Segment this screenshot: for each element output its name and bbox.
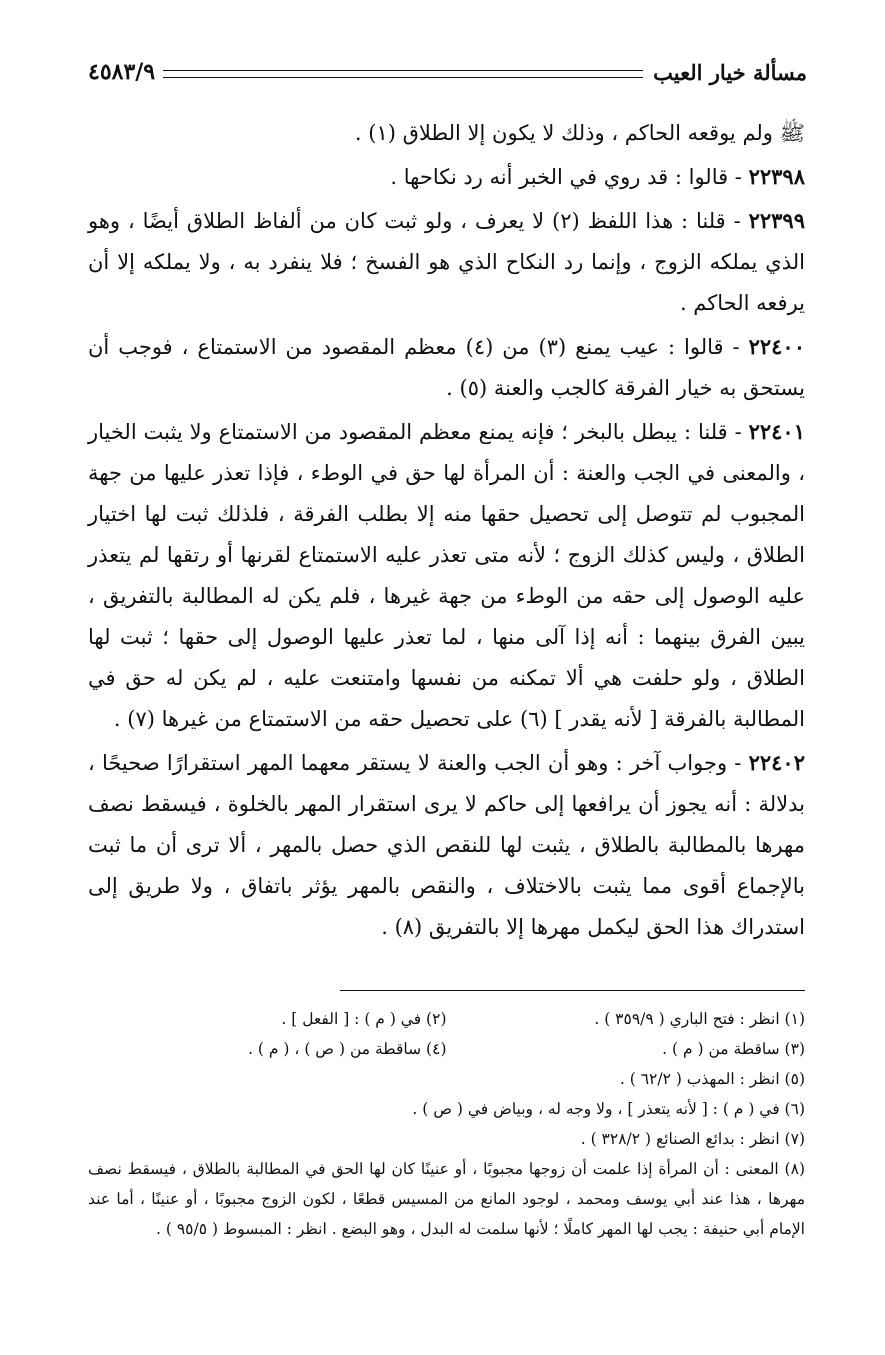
paragraph-22399 — [88, 200, 805, 324]
footnote-8: (٨) المعنى : أن المرأة إذا علمت أن زوجها مجبوبًا ، أو عنينًا كان لها الحق في المطالبة بالطلاق ، فيسقط نصف مهرها ، هذا عند أبي يوسف ومحمد ، لوجود المانع من المسيس قطعًا ، لكون الزوج مجبوبًا ، أو عنينًا ، أما عند الإمام أبي حنيفة : يجب لها المهر كاملًا ؛ لأنها سلمت له البدل ، وهو البضع . انظر : المبسوط ( ٩٥/٥ ) . — [88, 1160, 805, 1238]
footnote-row — [88, 1004, 805, 1034]
running-title: مسألة خيار العيب — [653, 59, 807, 85]
footnote-4: (٤) ساقطة من ( ص ) ، ( م ) . — [248, 1040, 447, 1058]
paragraph-22398 — [88, 156, 805, 198]
paragraph-22400 — [88, 326, 805, 409]
footnote-3: (٣) ساقطة من ( م ) . — [662, 1040, 805, 1058]
footnote-row — [88, 1034, 805, 1064]
paragraph-text: - قالوا : عيب يمنع (٣) من (٤) معظم المقصود من الاستمتاع ، فوجب أن يستحق به خيار الفرقة كالجب والعنة (٥) . — [88, 335, 805, 400]
footnote-1: (١) انظر : فتح الباري ( ٣٥٩/٩ ) . — [594, 1010, 805, 1028]
paragraph-22402 — [88, 742, 805, 948]
paragraph-number: ٢٢٤٠١ — [748, 419, 805, 444]
main-text — [88, 112, 805, 950]
paragraph-text: - وجواب آخر : وهو أن الجب والعنة لا يستقر معهما المهر استقرارًا صحيحًا ، بدلالة : أنه يجوز أن يرافعها إلى حاكم لا يرى استقرار المهر بالخلوة ، فيسقط نصف مهرها بالمطالبة بالطلاق ، يثبت لها للنقص الذي حصل بالمهر ، ألا ترى أن ما ثبت بالإجماع أقوى مما يثبت بالاختلاف ، والنقص بالمهر يؤثر باتفاق ، ولا طريق إلى استدراك هذا الحق ليكمل مهرها إلا بالتفريق (٨) . — [88, 751, 805, 939]
footnote-5: (٥) انظر : المهذب ( ٦٢/٢ ) . — [619, 1070, 805, 1088]
header-double-rule — [163, 70, 643, 78]
paragraph-number: ٢٢٤٠٠ — [748, 334, 805, 359]
paragraph-number: ٢٢٣٩٨ — [748, 164, 805, 189]
paragraph-text: - قلنا : هذا اللفظ (٢) لا يعرف ، ولو ثبت كان من ألفاظ الطلاق أيضًا ، وهو الذي يملكه الزوج ، وإنما رد النكاح الذي هو الفسخ ؛ فلا ينفرد به ، ولا يملكه إلا أن يرفعه الحاكم . — [88, 209, 805, 315]
footnote-2: (٢) في ( م ) : [ الفعل ] . — [281, 1010, 447, 1028]
paragraph-number: ٢٢٤٠٢ — [748, 750, 805, 775]
footnotes — [88, 1004, 805, 1244]
page-number: ٤٥٨٣/٩ — [88, 59, 156, 85]
footnote-separator — [340, 990, 805, 991]
paragraph-text: - قلنا : يبطل بالبخر ؛ فإنه يمنع معظم المقصود من الاستمتاع ولا يثبت الخيار ، والمعنى في الجب والعنة : أن المرأة لها حق في الوطء ، فإذا تعذر عليها من جهة المجبوب لم تتوصل إلى تحصيل حقها منه إلا بطلب الفرقة ، فلذلك ثبت لها اختيار الطلاق ، وليس كذلك الزوج ؛ لأنه متى تعذر عليه الاستمتاع لقرنها أو رتقها لم يتعذر عليه الوصول إلى حقه من الوطء من جهة غيرها ، فلم يكن له المطالبة بالتفريق ، يبين الفرق بينهما : أنه إذا آلى منها ، لما تعذر عليها الوصول إلى حقها ؛ ثبت لها الطلاق ، ولو حلفت هي ألا تمكنه من نفسها وامتنعت عليه ، لم يكن له حق في المطالبة بالفرقة [ لأنه يقدر ] (٦) على تحصيل حقه من الاستمتاع من غيرها (٧) . — [88, 420, 805, 731]
paragraph-text: - قالوا : قد روي في الخبر أنه رد نكاحها . — [390, 165, 749, 189]
paragraph-continuation — [88, 112, 805, 154]
paragraph-22401 — [88, 411, 805, 740]
paragraph-number: ٢٢٣٩٩ — [748, 208, 805, 233]
paragraph-text: ﷺ ولم يوقعه الحاكم ، وذلك لا يكون إلا الطلاق (١) . — [354, 121, 805, 145]
footnote-7: (٧) انظر : بدائع الصنائع ( ٣٢٨/٢ ) . — [580, 1130, 805, 1148]
footnote-6: (٦) في ( م ) : [ لأنه يتعذر ] ، ولا وجه له ، وبياض في ( ص ) . — [412, 1100, 805, 1118]
page-header — [88, 52, 807, 92]
